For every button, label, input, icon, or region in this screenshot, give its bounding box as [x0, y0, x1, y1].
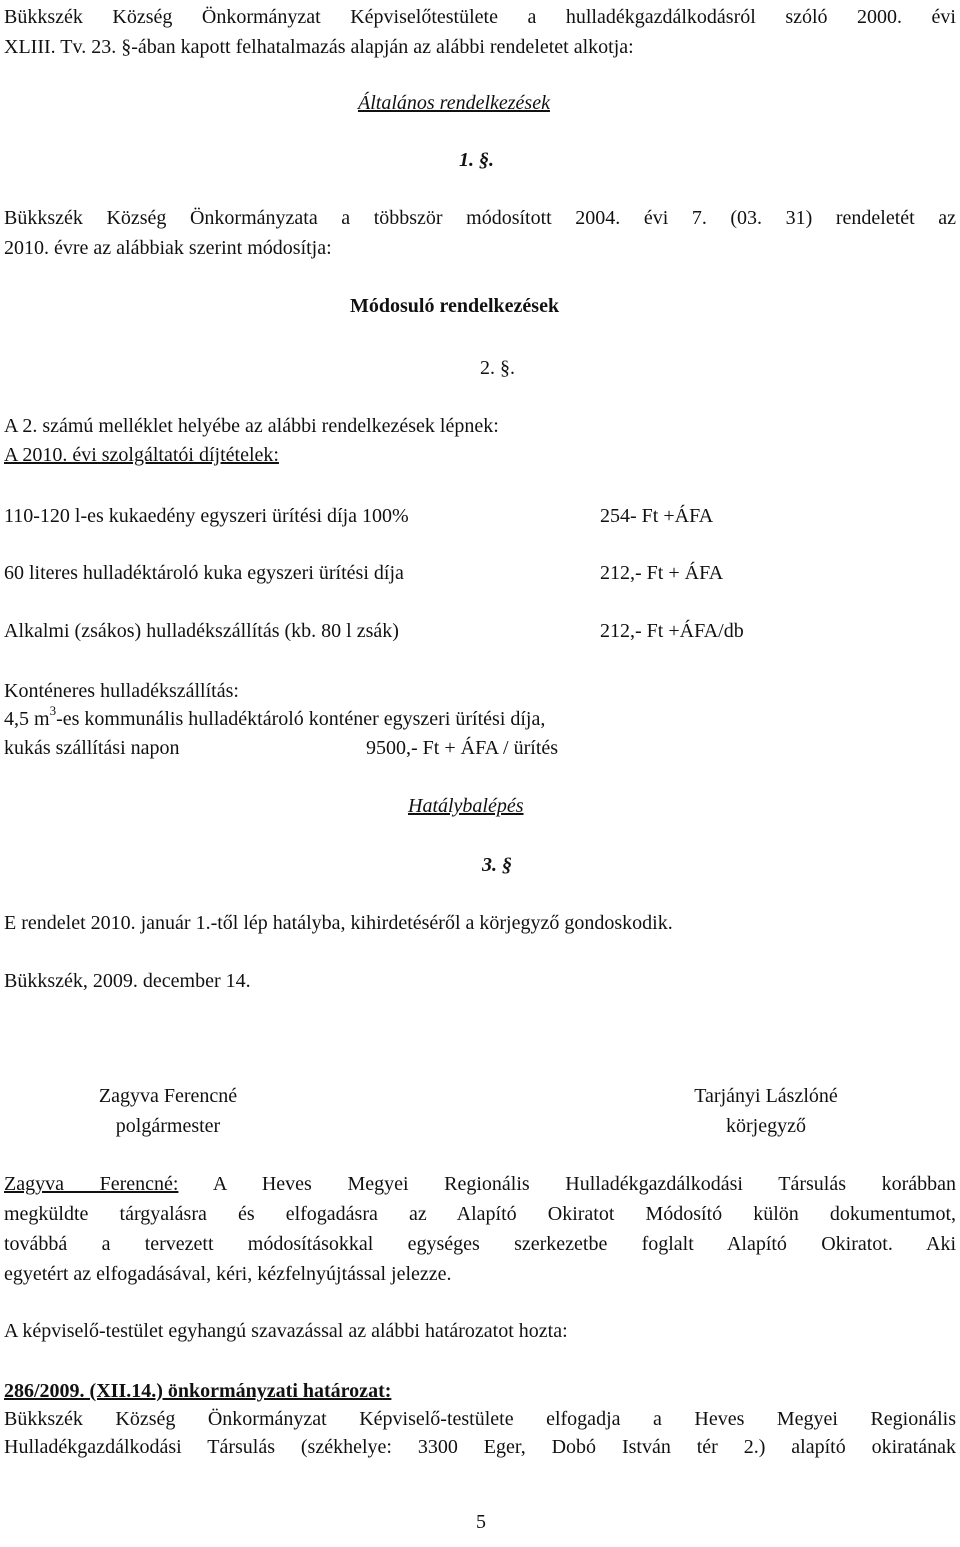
container-title: Konténeres hulladékszállítás: — [4, 680, 239, 702]
section-3-text: E rendelet 2010. január 1.-től lép hatályba, kihirdetéséről a körjegyző gondoskodik. — [4, 912, 673, 934]
section-2-line-2: A 2010. évi szolgáltatói díjtételek: — [4, 444, 279, 466]
section-3-number: 3. § — [482, 854, 512, 876]
minutes-line-4: egyetért az elfogadásával, kéri, kézfelnyújtással jelezze. — [4, 1263, 452, 1285]
minutes-line-1 — [4, 1169, 956, 1199]
fee-item: 110-120 l-es kukaedény egyszeri ürítési díja 100% — [4, 505, 409, 527]
signature-right-name: Tarjányi Lászlóné — [694, 1085, 838, 1107]
speaker-name: Zagyva Ferencné: — [4, 1173, 179, 1195]
container-line-1-pre: 4,5 m — [4, 708, 50, 730]
fee-price: 254- Ft +ÁFA — [600, 505, 714, 527]
fee-item: Alkalmi (zsákos) hulladékszállítás (kb. 80 l zsák) — [4, 620, 399, 642]
minutes-line-2: megküldte tárgyalásra és elfogadásra az Alapító Okiratot Módosító külön dokumentumot, — [4, 1203, 956, 1225]
section-2-number: 2. §. — [480, 357, 515, 379]
section-2-line-1: A 2. számú melléklet helyébe az alábbi rendelkezések lépnek: — [4, 415, 499, 437]
intro-line-1: Bükkszék Község Önkormányzat Képviselőtestülete a hulladékgazdálkodásról szóló 2000. évi — [4, 6, 956, 28]
signature-left-title: polgármester — [115, 1115, 221, 1137]
minutes-line-3: továbbá a tervezett módosításokkal egységes szerkezetbe foglalt Alapító Okiratot. Aki — [4, 1233, 956, 1255]
container-line-2-left: kukás szállítási napon — [4, 737, 180, 759]
vote-statement: A képviselő-testület egyhangú szavazással az alábbi határozatot hozta: — [4, 1320, 568, 1342]
section-1-text-line-2: 2010. évre az alábbiak szerint módosítja: — [4, 237, 332, 259]
intro-line-2: XLIII. Tv. 23. §-ában kapott felhatalmazás alapján az alábbi rendeletet alkotja: — [4, 36, 634, 58]
container-line-1 — [4, 704, 545, 734]
section-1-number: 1. §. — [459, 149, 494, 171]
section-1-text-line-1: Bükkszék Község Önkormányzata a többször módosított 2004. évi 7. (03. 31) rendeletét az — [4, 207, 956, 229]
fee-item: 60 literes hulladéktároló kuka egyszeri ürítési díja — [4, 562, 404, 584]
fee-price: 212,- Ft + ÁFA — [600, 562, 724, 584]
container-line-2-price: 9500,- Ft + ÁFA / ürítés — [366, 737, 559, 759]
minutes-line-1-text: A Heves Megyei Regionális Hulladékgazdálkodási Társulás korábban — [212, 1173, 956, 1195]
resolution-line-2: Hulladékgazdálkodási Társulás (székhelye: 3300 Eger, Dobó István tér 2.) alapító okiratának — [4, 1436, 956, 1458]
section-3-heading: Hatálybalépés — [408, 795, 524, 817]
container-line-1-post: -es kommunális hulladéktároló konténer egyszeri ürítési díja, — [56, 708, 546, 730]
signature-left-name: Zagyva Ferencné — [98, 1085, 238, 1107]
section-2-heading: Módosuló rendelkezések — [350, 295, 560, 317]
signature-right-title: körjegyző — [726, 1115, 806, 1137]
resolution-title: 286/2009. (XII.14.) önkormányzati határozat: — [4, 1380, 392, 1402]
resolution-line-1: Bükkszék Község Önkormányzat Képviselő-testülete elfogadja a Heves Megyei Regionális — [4, 1408, 956, 1430]
fee-price: 212,- Ft +ÁFA/db — [600, 620, 744, 642]
place-date: Bükkszék, 2009. december 14. — [4, 970, 251, 992]
page-number: 5 — [476, 1511, 486, 1533]
section-1-heading: Általános rendelkezések — [358, 92, 550, 114]
container-line-1-sup: 3 — [49, 703, 57, 719]
